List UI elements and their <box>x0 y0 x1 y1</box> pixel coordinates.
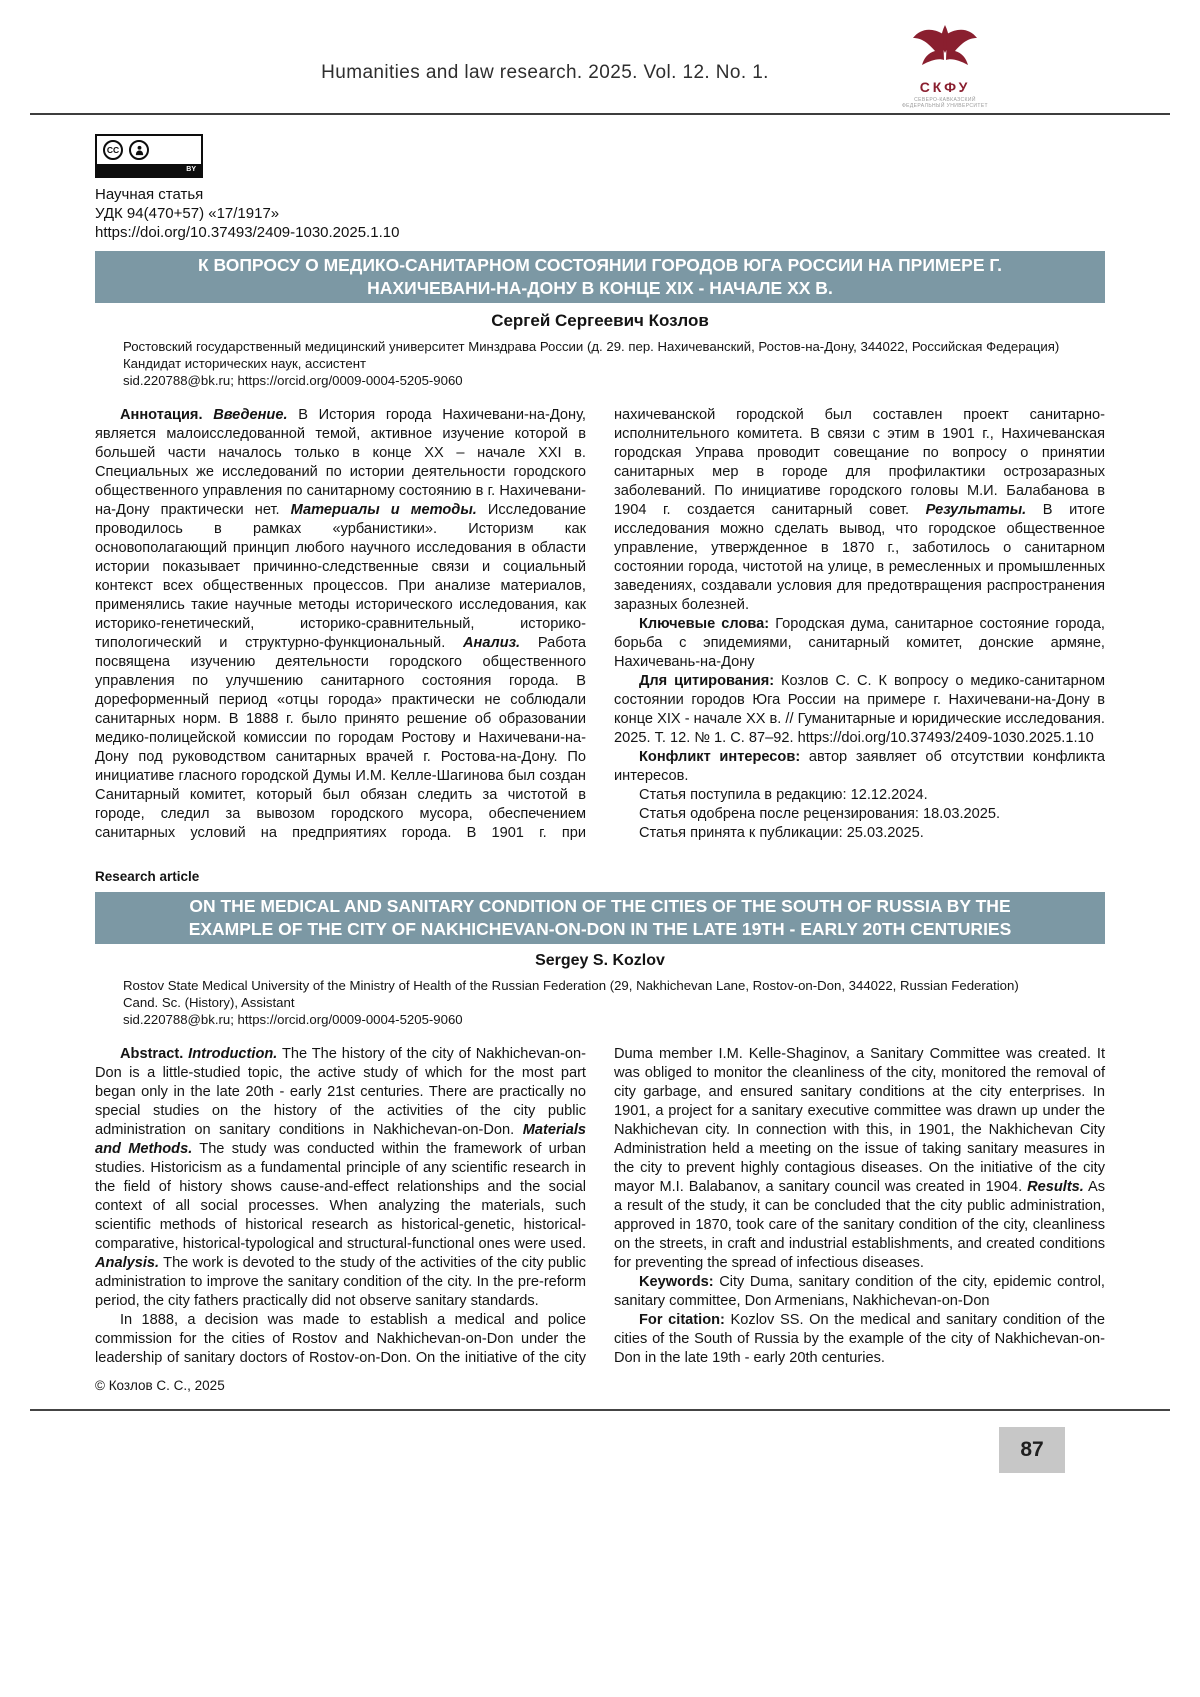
affiliation-ru-line: Ростовский государственный медицинский университет Минздрава России (д. 29. пер. Нахичеванский, Ростов-на-Дону, 344022, Российская Федерация) <box>123 339 1060 354</box>
accepted-date-line: Статья принята к публикации: 25.03.2025. <box>639 825 924 841</box>
received-date-line: Статья поступила в редакцию: 12.12.2024. <box>639 787 928 803</box>
abstract-en-paragraph: In 1888, a decision was made to establish a medical and police commission for the cities of Rostov and Nakhichevan-on-Don under the leadership of sanitary doctors of Rostov-on-Don. On the initiative of the city Duma member I.M. Kelle-Shaginov, a Sanitary Committee was created. It was obliged to monitor the cleanliness of the city, monitored the removal of city garbage, and ensured sanitary conditions at the city enterprises. In 1901, a project for a sanitary executive committee was drawn up under the Nakhichevan city. In connection with this, in 1901, the Nakhichevan City Administration held a meeting on the issue of taking sanitary measures in the city to prevent highly contagious diseases. On the initiative of the city mayor M.I. Balabanov, a sanitary council was created in 1904. Results. As a result of the study, it can be concluded that the city public administration, approved in 1870, took care of the sanitary condition of the city, cleanliness on the streets, in craft and industrial establishments, and created conditions for preventing the spread of infectious diseases. <box>95 1046 1105 1366</box>
credentials-ru-line: Кандидат исторических наук, ассистент <box>123 356 367 371</box>
doi-link[interactable]: https://doi.org/10.37493/2409-1030.2025.1.10 <box>95 224 400 241</box>
author-name-ru: Сергей Сергеевич Козлов <box>491 311 709 330</box>
keywords-ru-paragraph: Ключевые слова: Городская дума, санитарное состояние города, борьба с эпидемиями, санитарный комитет, донские армяне, Нахичевань-на-Дону <box>614 616 1105 670</box>
author-name-en: Sergey S. Kozlov <box>535 952 665 969</box>
article-title-en-banner: ON THE MEDICAL AND SANITARY CONDITION OF THE CITIES OF THE SOUTH OF RUSSIA BY THE EXAMPLE OF THE CITY OF NAKHICHEVAN-ON-DON IN THE LATE 19TH - EARLY 20TH CENTURIES <box>95 892 1105 944</box>
credentials-en-line: Cand. Sc. (History), Assistant <box>123 995 295 1010</box>
affiliation-ru <box>95 338 1105 389</box>
affiliation-en-line: Rostov State Medical University of the Ministry of Health of the Russian Federation (29, Nakhichevan Lane, Rostov-on-Don, 344022, Russian Federation) <box>123 978 1019 993</box>
eagle-logo-icon <box>907 61 983 78</box>
affiliation-en <box>95 977 1105 1028</box>
journal-header-title: Humanities and law research. 2025. Vol. 12. No. 1. <box>321 62 769 83</box>
page-footer <box>0 1409 1200 1473</box>
abstract-en-paragraph: Abstract. Introduction. The The history of the city of Nakhichevan-on-Don is a little-studied topic, the active study of which for the most part began only in the late 20th - early 21st centuries. There are practically no special studies on the history of the activities of the city public administration on sanitary conditions in Nakhichevan-on-Don. Materials and Methods. The study was conducted within the framework of urban studies. Historicism as a fundamental principle of any scientific research in the field of history shows cause-and-effect relationships and the social context of all social processes. When analyzing the materials, such scientific methods of historical research as historical-genetic, historical-comparative, historical-typological and structural-functional ones were used. Analysis. The work is devoted to the study of the activities of the city public administration to improve the sanitary condition of the city. In the pre-reform period, the city fathers practically did not observe sanitary standards. <box>95 1046 587 1309</box>
abstract-ru-paragraph: Аннотация. Введение. В История города Нахичевани-на-Дону, является малоисследованной темой, активное изучение которой в большей части началось только в конце XX – начале XXI в. Специальных же исследований по истории деятельности городского общественного управления по санитарному состоянию в г. Нахичевани-на-Дону практически нет. Материалы и методы. Исследование проводилось в рамках «урбанистики». Историзм как основополагающий принцип любого научного исследования в области истории показывает причинно-следственные связи и социальный контекст всех общественных процессов. При анализе материалов, применялись такие научные методы исторического исследования, как историко-генетический, историко-сравнительный, историко-типологический и структурно-функциональный. Анализ. Работа посвящена изучению деятельности городского общественного управления по улучшению санитарного состояния города. В дореформенный период «отцы города» практически не соблюдали санитарных норм. В 1888 г. было принято решение об образовании медико-полицейской комиссии по городам Ростову и Нахичевани-на-Дону под руководством санитарных врачей г. Ростова-на-Дону. По инициативе гласного городской Думы И.М. Келле-Шагинова был создан Санитарный комитет, который был обязан следить за чистотой в городе, следил за вывозом городского мусора, обеспечением санитарных условий на предприятиях города. В 1901 г. при нахичеванской городской был составлен проект санитарно-исполнительного комитета. В связи с этим в 1901 г., Нахичеванская городская Управа проводит совещание по вопросу о принятии санитарных мер в городе для профилактики острозаразных заболеваний. По инициативе городского головы М.И. Балабанова в 1904 г. создается санитарный совет. Результаты. В итоге исследования можно сделать вывод, что городское общественное управление, утвержденное в 1870 г., заботилось о санитарном состоянии города, чистотой на улице, в ремесленных и промышленных заведениях, создавали условия для предотвращения распространения заразных болезней. <box>95 407 1105 841</box>
logo-caption: СЕВЕРО-КАВКАЗСКИЙ ФЕДЕРАЛЬНЫЙ УНИВЕРСИТЕТ <box>901 97 989 109</box>
university-logo <box>880 22 1010 109</box>
footer-divider <box>30 1409 1170 1411</box>
cc-by-label: BY <box>97 164 201 176</box>
contact-en-line[interactable]: sid.220788@bk.ru; https://orcid.org/0009-0004-5205-9060 <box>123 1012 463 1027</box>
cc-icon: CC <box>103 140 123 160</box>
article-title-ru-banner: К ВОПРОСУ О МЕДИКО-САНИТАРНОМ СОСТОЯНИИ ГОРОДОВ ЮГА РОССИИ НА ПРИМЕРЕ Г. НАХИЧЕВАНИ-НА-ДОНУ В КОНЦЕ XIX - НАЧАЛЕ XX В. <box>95 251 1105 303</box>
copyright-notice: © Козлов С. С., 2025 <box>95 1378 225 1393</box>
attribution-person-icon <box>129 140 149 160</box>
citation-ru-paragraph: Для цитирования: Козлов С. С. К вопросу о медико-санитарном состоянии городов Юга России на примере г. Нахичевани-на-Дону в конце XIX - начале XX в. // Гуманитарные и юридические исследования. 2025. Т. 12. № 1. С. 87–92. https://doi.org/10.37493/2409-1030.2025.1.10 <box>614 673 1105 746</box>
cc-license-icons <box>97 136 201 164</box>
article-content <box>0 134 1200 1393</box>
article-type-label: Научная статья <box>95 186 204 203</box>
keywords-en-paragraph: Keywords: City Duma, sanitary condition of the city, epidemic control, sanitary committee, Don Armenians, Nakhichevan-on-Don <box>614 1274 1105 1309</box>
abstract-ru <box>95 406 1105 843</box>
contact-ru-line[interactable]: sid.220788@bk.ru; https://orcid.org/0009-0004-5205-9060 <box>123 373 463 388</box>
research-article-label: Research article <box>95 869 200 884</box>
page-number-box: 87 <box>999 1427 1065 1473</box>
article-meta-block <box>95 185 1105 242</box>
revised-date-line: Статья одобрена после рецензирования: 18.03.2025. <box>639 806 1001 822</box>
conflict-of-interest-paragraph: Конфликт интересов: автор заявляет об отсутствии конфликта интересов. <box>614 749 1105 784</box>
cc-by-license-badge <box>95 134 203 178</box>
header-divider <box>30 113 1170 115</box>
abstract-en <box>95 1045 1105 1368</box>
udc-label: УДК 94(470+57) «17/1917» <box>95 205 280 222</box>
citation-en-paragraph: For citation: Kozlov SS. On the medical and sanitary condition of the cities of the South of Russia by the example of the city of Nakhichevan-on-Don in the late 19th - early 20th centuries. <box>614 1312 1105 1366</box>
logo-acronym: СКФУ <box>919 79 971 95</box>
